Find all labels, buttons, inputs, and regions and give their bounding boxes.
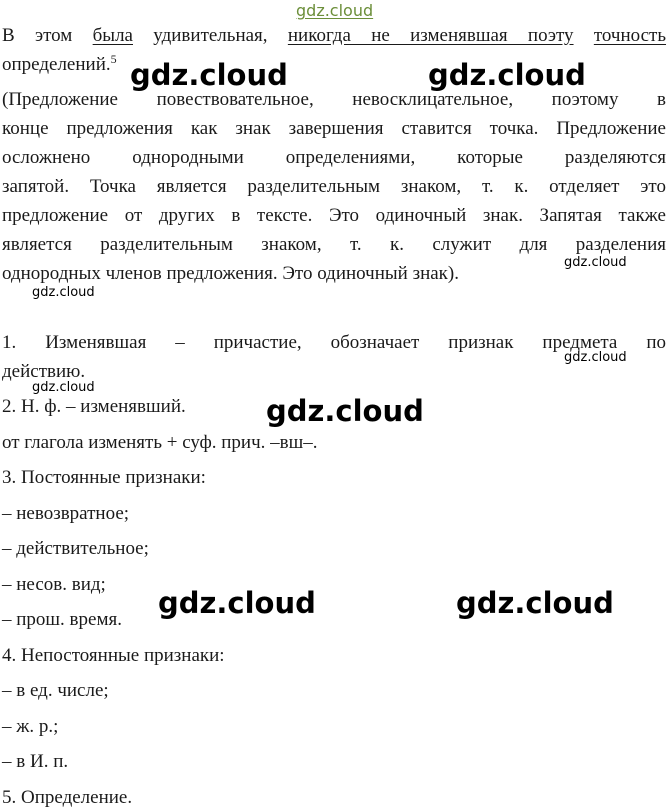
analysis-point-4: 4. Непостоянные признаки: [2, 645, 225, 666]
word-byla: была [92, 25, 133, 46]
watermark: gdz.cloud [428, 58, 586, 92]
word-tochnost: точность [593, 25, 667, 46]
word-udivitelnaya: удивительная, [153, 25, 268, 46]
phrase-nikogda: никогда не изменявшая поэту [287, 25, 574, 46]
analysis-point-2-sub: от глагола изменять + суф. прич. –вш–. [2, 432, 318, 453]
watermark-top: gdz.cloud [296, 1, 374, 20]
sentence-line-1 [2, 21, 666, 50]
explanation-line-7: однородных членов предложения. Это одиночный знак). [2, 263, 459, 284]
watermark: gdz.cloud [266, 394, 424, 428]
sentence-line-2 [2, 50, 117, 79]
list-item: – действительное; [2, 538, 149, 559]
footnote-mark: 5 [110, 52, 117, 66]
analysis-point-1: 1. Изменявшая – причастие, обозначает признак предмета по [2, 332, 666, 353]
list-item: – невозвратное; [2, 503, 130, 524]
watermark: gdz.cloud [456, 586, 614, 620]
watermark: gdz.cloud [130, 58, 288, 92]
watermark: gdz.cloud [564, 255, 627, 270]
list-item: – в ед. числе; [2, 680, 109, 701]
list-item: – ж. р.; [2, 716, 59, 737]
analysis-point-3: 3. Постоянные признаки: [2, 467, 206, 488]
watermark: gdz.cloud [564, 350, 627, 365]
explanation-line-4: запятой. Точка является разделительным знаком, т. к. отделяет это [2, 176, 666, 197]
explanation-line-1: (Предложение повествовательное, невосклицательное, поэтому в [2, 89, 666, 110]
watermark: gdz.cloud [158, 586, 316, 620]
explanation-line-3: осложнено однородными определениями, которые разделяются [2, 147, 666, 168]
list-item: – в И. п. [2, 751, 69, 772]
analysis-point-2: 2. Н. ф. – изменявший. [2, 396, 186, 417]
watermark: gdz.cloud [32, 380, 95, 395]
analysis-point-1-cont: действию. [2, 361, 86, 382]
watermark: gdz.cloud [32, 285, 95, 300]
explanation-line-2: конце предложения как знак завершения ставится точка. Предложение [2, 118, 666, 139]
explanation-line-5: предложение от других в тексте. Это одиночный знак. Запятая также [2, 205, 666, 226]
analysis-point-5: 5. Определение. [2, 787, 133, 808]
list-item: – несов. вид; [2, 574, 106, 595]
word-v-etom: В этом [2, 25, 73, 46]
word-opredeleniy: определений. [2, 54, 111, 75]
list-item: – прош. время. [2, 609, 122, 630]
explanation-line-6: является разделительным знаком, т. к. служит для разделения [2, 234, 666, 255]
